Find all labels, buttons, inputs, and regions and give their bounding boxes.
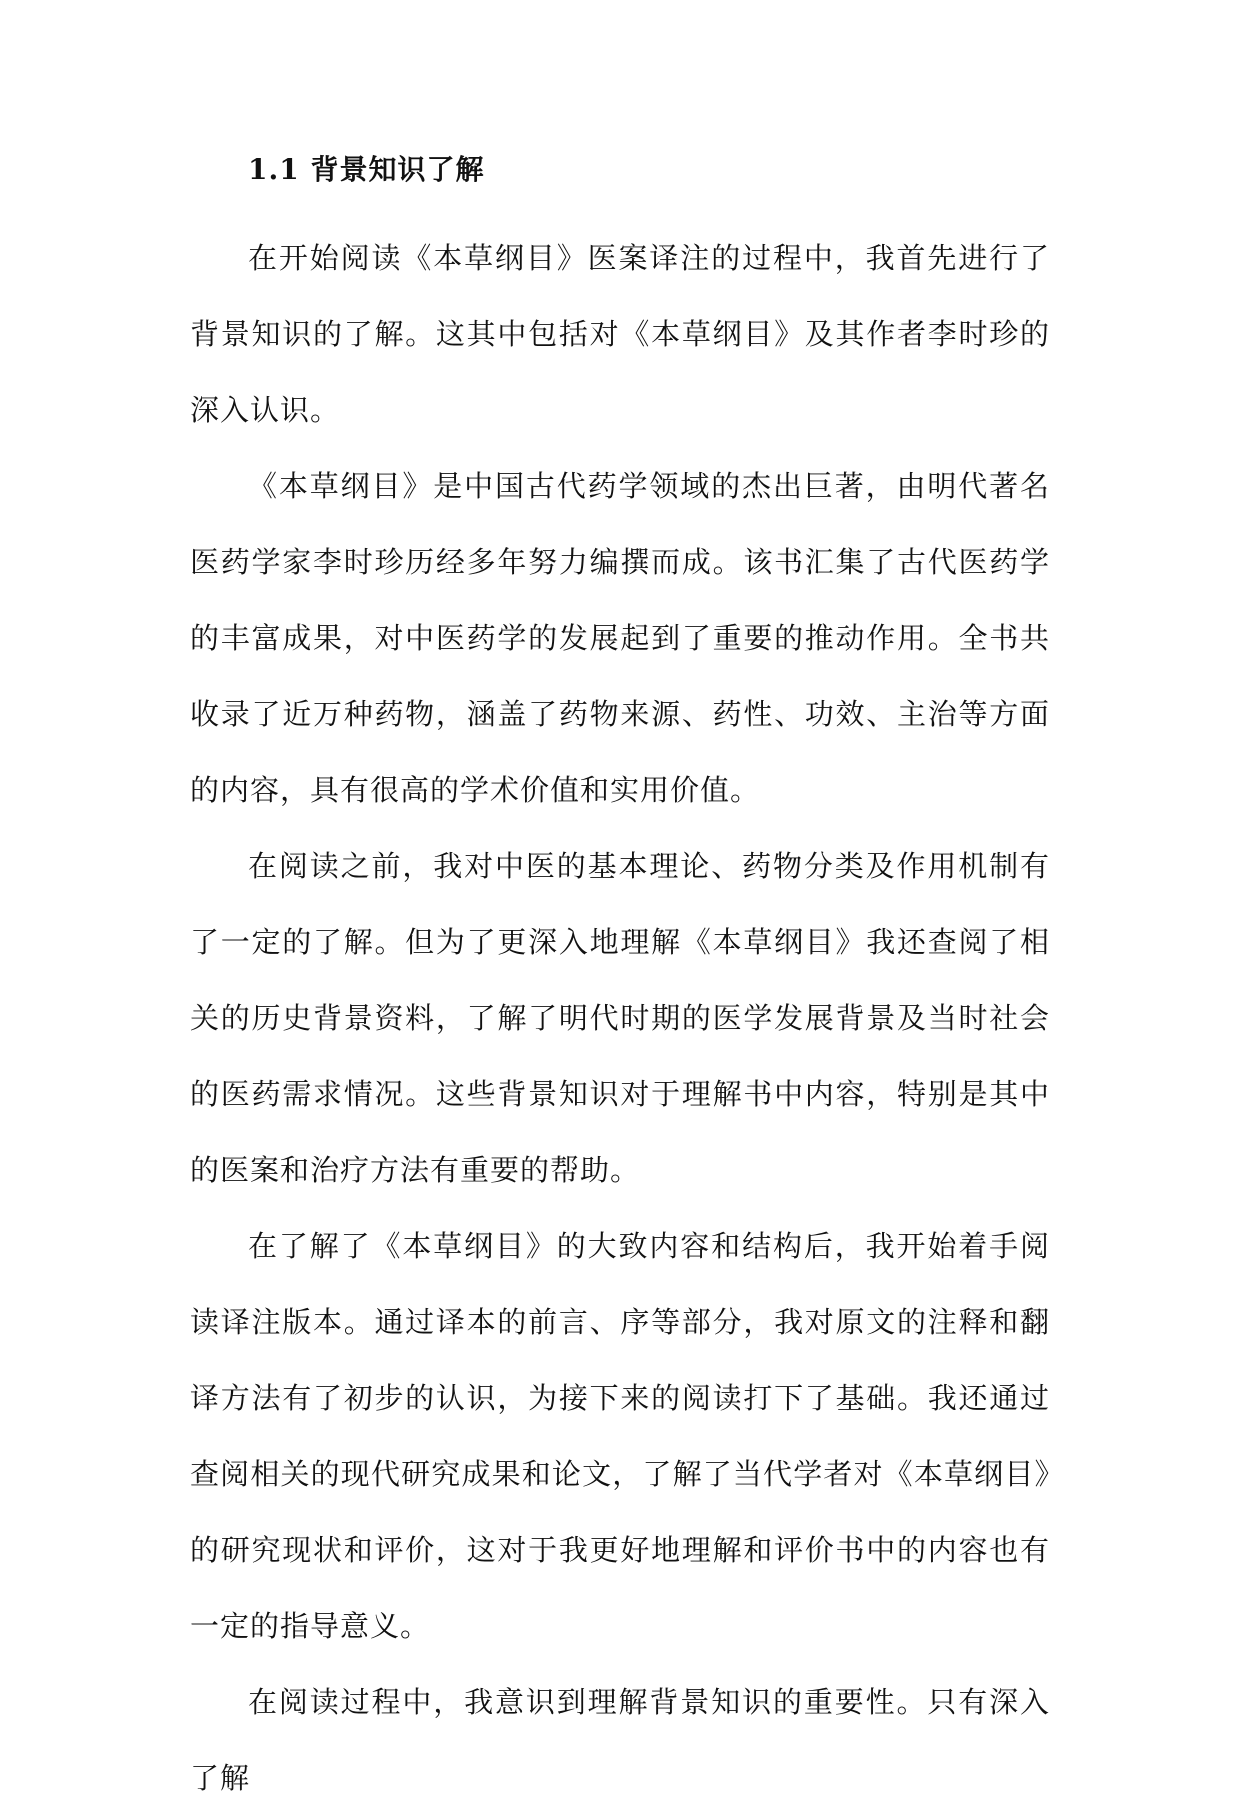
paragraph-4: 在了解了《本草纲目》的大致内容和结构后，我开始着手阅读译注版本。通过译本的前言、序等部分，我对原文的注释和翻译方法有了初步的认识，为接下来的阅读打下了基础。我还通过查阅相关的现代研究成果和论文，了解了当代学者对《本草纲目》的研究现状和评价，这对于我更好地理解和评价书中的内容也有一定的指导意义。 <box>190 1229 1050 1643</box>
paragraph-1: 在开始阅读《本草纲目》医案译注的过程中，我首先进行了背景知识的了解。这其中包括对《本草纲目》及其作者李时珍的深入认识。 <box>190 241 1050 427</box>
paragraph-2: 《本草纲目》是中国古代药学领域的杰出巨著，由明代著名医药学家李时珍历经多年努力编撰而成。该书汇集了古代医药学的丰富成果，对中医药学的发展起到了重要的推动作用。全书共收录了近万种药物，涵盖了药物来源、药性、功效、主治等方面的内容，具有很高的学术价值和实用价值。 <box>190 469 1050 807</box>
paragraph-5: 在阅读过程中，我意识到理解背景知识的重要性。只有深入了解 <box>190 1685 1050 1795</box>
document-body <box>190 148 1050 1816</box>
section-heading: 1.1 背景知识了解 <box>248 153 485 186</box>
paragraph-3: 在阅读之前，我对中医的基本理论、药物分类及作用机制有了一定的了解。但为了更深入地理解《本草纲目》我还查阅了相关的历史背景资料，了解了明代时期的医学发展背景及当时社会的医药需求情况。这些背景知识对于理解书中内容，特别是其中的医案和治疗方法有重要的帮助。 <box>190 849 1050 1187</box>
